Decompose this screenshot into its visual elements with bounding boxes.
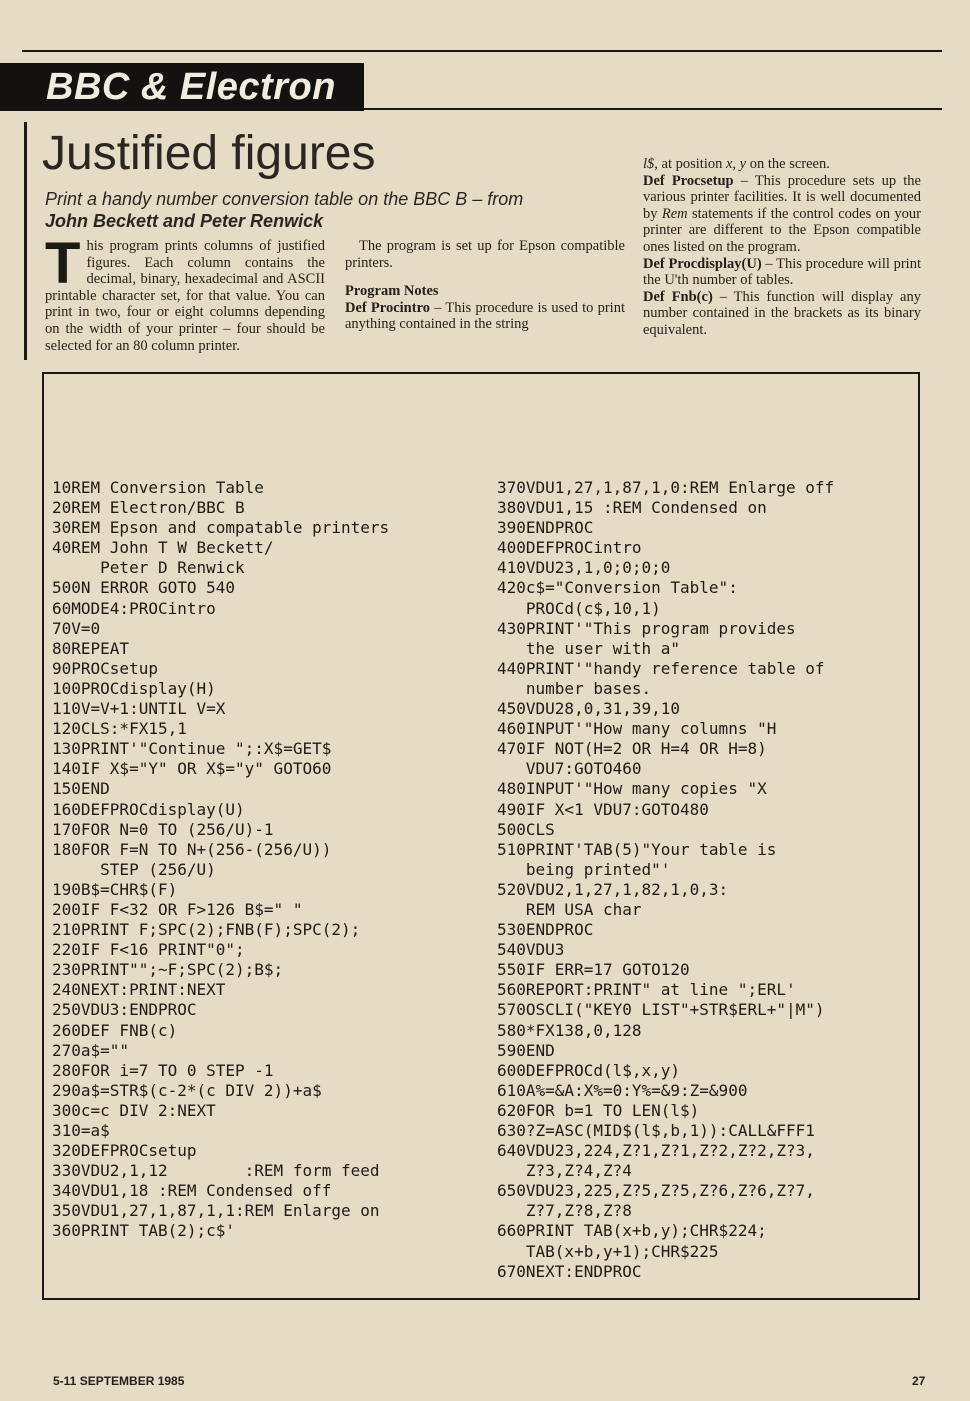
- code-line: 490IF X<1 VDU7:GOTO480: [497, 799, 709, 819]
- code-line: 260DEF FNB(c): [52, 1020, 178, 1040]
- note-text: on the screen.: [746, 156, 830, 172]
- note-text: – This function will display any number contained in the brackets as its binary equivalent.: [643, 288, 921, 338]
- code-line: 380VDU1,15 :REM Condensed on: [497, 498, 767, 518]
- note-term: Def Procintro: [345, 299, 430, 316]
- note-term: Def Procdisplay(U): [643, 255, 762, 272]
- code-line: 610A%=&A:X%=0:Y%=&9:Z=&900: [497, 1080, 748, 1100]
- note-rem: Rem: [661, 205, 688, 222]
- code-line: 140IF X$="Y" OR X$="y" GOTO60: [52, 759, 332, 779]
- note-procintro: [345, 300, 625, 333]
- code-line: 340VDU1,18 :REM Condensed off: [52, 1181, 332, 1201]
- code-line: 30REM Epson and compatable printers: [52, 518, 390, 538]
- code-line: PROCd(c$,10,1): [497, 598, 661, 618]
- code-line: 280FOR i=7 TO 0 STEP -1: [52, 1060, 274, 1080]
- code-line: 470IF NOT(H=2 OR H=4 OR H=8): [497, 739, 767, 759]
- epson-paragraph: The program is set up for Epson compatible printers.: [345, 238, 625, 271]
- note-term: Def Fnb(c): [643, 288, 713, 305]
- code-line: 230PRINT"";~F;SPC(2);B$;: [52, 960, 284, 980]
- code-line: 270a$="": [52, 1040, 130, 1060]
- section-banner: BBC & Electron: [0, 63, 364, 111]
- code-line: REM USA char: [497, 899, 642, 919]
- code-line: 590END: [497, 1040, 555, 1060]
- note-var: l$: [643, 156, 655, 172]
- code-line: STEP (256/U): [52, 859, 216, 879]
- code-line: Peter D Renwick: [52, 558, 245, 578]
- code-line: 150END: [52, 779, 110, 799]
- top-rule: [22, 50, 942, 52]
- note-var-y: y: [739, 156, 747, 172]
- code-line: 400DEFPROCintro: [497, 538, 642, 558]
- code-line: 600DEFPROCd(l$,x,y): [497, 1060, 681, 1080]
- article-title: Justified figures: [42, 127, 376, 180]
- code-line: 330VDU2,1,12 :REM form feed: [52, 1161, 380, 1181]
- code-line: Z?7,Z?8,Z?8: [497, 1201, 632, 1221]
- code-line: 10REM Conversion Table: [52, 478, 264, 497]
- code-line: 310=a$: [52, 1121, 110, 1140]
- code-line: 200IF F<32 OR F>126 B$=" ": [52, 899, 303, 919]
- code-line: 320DEFPROCsetup: [52, 1141, 197, 1161]
- code-line: 420c$="Conversion Table":: [497, 578, 738, 598]
- code-line: 80REPEAT: [52, 638, 130, 658]
- notes-column-right: [643, 156, 921, 339]
- code-line: 580*FX138,0,128: [497, 1020, 642, 1040]
- note-comma: ,: [732, 156, 740, 172]
- note-procsetup: [643, 173, 921, 256]
- code-line: 520VDU2,1,27,1,82,1,0,3:: [497, 879, 729, 899]
- code-line: 130PRINT'"Continue ";:X$=GET$: [52, 739, 332, 759]
- code-line: 670NEXT:ENDPROC: [497, 1261, 642, 1281]
- code-line: 20REM Electron/BBC B: [52, 498, 245, 518]
- code-line: 300c=c DIV 2:NEXT: [52, 1100, 216, 1120]
- code-line: 370VDU1,27,1,87,1,0:REM Enlarge off: [497, 478, 835, 497]
- code-line: 650VDU23,225,Z?5,Z?5,Z?6,Z?6,Z?7,: [497, 1181, 815, 1201]
- code-line: 530ENDPROC: [497, 920, 594, 940]
- code-line: 180FOR F=N TO N+(256-(256/U)): [52, 839, 332, 859]
- code-line: 190B$=CHR$(F): [52, 879, 178, 899]
- code-line: Z?3,Z?4,Z?4: [497, 1161, 632, 1181]
- code-line: the user with a": [497, 638, 681, 658]
- code-line: being printed"': [497, 859, 671, 879]
- code-line: 620FOR b=1 TO LEN(l$): [497, 1100, 700, 1120]
- page-number: 27: [912, 1374, 926, 1388]
- code-line: 390ENDPROC: [497, 518, 594, 538]
- code-line: 120CLS:*FX15,1: [52, 719, 187, 739]
- code-line: 210PRINT F;SPC(2);FNB(F);SPC(2);: [52, 920, 361, 940]
- code-line: 360PRINT TAB(2);c$': [52, 1221, 236, 1241]
- code-line: 640VDU23,224,Z?1,Z?1,Z?2,Z?2,Z?3,: [497, 1141, 815, 1161]
- code-line: number bases.: [497, 678, 652, 698]
- code-line: 250VDU3:ENDPROC: [52, 1000, 197, 1020]
- intro-text: his program prints columns of justified figures. Each column contains the decimal, binary, hexadecimal and ASCII printable character set, for that value. You can print in two, four or eight columns depending on the width of your printer – four should be selected for an 80 column printer.: [45, 238, 325, 354]
- code-line: 540VDU3: [497, 940, 565, 960]
- code-line: 570OSCLI("KEY0 LIST"+STR$ERL+"|M"): [497, 1000, 825, 1020]
- code-line: 440PRINT'"handy reference table of: [497, 658, 825, 678]
- code-line: 630?Z=ASC(MID$(l$,b,1)):CALL&FFF1: [497, 1121, 815, 1140]
- code-line: 170FOR N=0 TO (256/U)-1: [52, 819, 274, 839]
- code-line: 240NEXT:PRINT:NEXT: [52, 980, 226, 1000]
- code-line: 100PROCdisplay(H): [52, 678, 216, 698]
- note-text: statements if the control codes on your printer are different to the Epson compatible ones listed on the program.: [643, 205, 922, 255]
- code-line: 220IF F<16 PRINT"0";: [52, 940, 245, 960]
- program-listing-left: [52, 478, 389, 1242]
- article-subtitle: [45, 188, 605, 232]
- note-procintro-continued: [643, 156, 921, 173]
- code-line: VDU7:GOTO460: [497, 759, 642, 779]
- subtitle-text: Print a handy number conversion table on the BBC B – from: [45, 189, 524, 209]
- note-var-x: x: [725, 156, 733, 172]
- code-line: 430PRINT'"This program provides: [497, 618, 796, 638]
- code-line: 110V=V+1:UNTIL V=X: [52, 699, 226, 719]
- code-line: 550IF ERR=17 GOTO120: [497, 960, 690, 980]
- note-fnb: [643, 289, 921, 339]
- code-line: 450VDU28,0,31,39,10: [497, 699, 681, 719]
- note-text: – This procedure is used to print anything contained in the string: [345, 299, 625, 333]
- code-line: 510PRINT'TAB(5)"Your table is: [497, 839, 777, 859]
- code-line: 350VDU1,27,1,87,1,1:REM Enlarge on: [52, 1201, 380, 1221]
- code-line: 90PROCsetup: [52, 658, 158, 678]
- notes-heading: Program Notes: [345, 283, 439, 300]
- code-line: 500N ERROR GOTO 540: [52, 578, 236, 598]
- notes-column: [345, 238, 625, 333]
- note-procdisplay: [643, 256, 921, 289]
- code-line: 500CLS: [497, 819, 555, 839]
- code-line: 290a$=STR$(c-2*(c DIV 2))+a$: [52, 1080, 322, 1100]
- intro-column: [45, 231, 325, 354]
- title-vertical-rule: [24, 122, 27, 360]
- code-line: 660PRINT TAB(x+b,y);CHR$224;: [497, 1221, 767, 1241]
- note-text: – This procedure will print the U'th number of tables.: [643, 255, 921, 289]
- banner-rule: [364, 108, 942, 110]
- article-authors: John Beckett and Peter Renwick: [45, 211, 324, 231]
- code-line: 70V=0: [52, 618, 101, 638]
- issue-date: 5-11 SEPTEMBER 1985: [53, 1374, 185, 1388]
- code-line: 60MODE4:PROCintro: [52, 598, 216, 618]
- note-text: – This procedure sets up the various printer facilities. It is well documented by: [643, 172, 921, 222]
- code-line: TAB(x+b,y+1);CHR$225: [497, 1241, 719, 1261]
- code-line: 160DEFPROCdisplay(U): [52, 799, 245, 819]
- code-line: 40REM John T W Beckett/: [52, 538, 274, 558]
- program-listing-right: [497, 478, 834, 1282]
- code-line: 410VDU23,1,0;0;0;0: [497, 558, 671, 578]
- code-line: 480INPUT'"How many copies "X: [497, 779, 767, 799]
- drop-cap: T: [45, 231, 81, 296]
- note-text: , at position: [654, 156, 726, 172]
- code-line: 460INPUT'"How many columns "H: [497, 719, 777, 739]
- note-term: Def Procsetup: [643, 172, 734, 189]
- code-line: 560REPORT:PRINT" at line ";ERL': [497, 980, 796, 1000]
